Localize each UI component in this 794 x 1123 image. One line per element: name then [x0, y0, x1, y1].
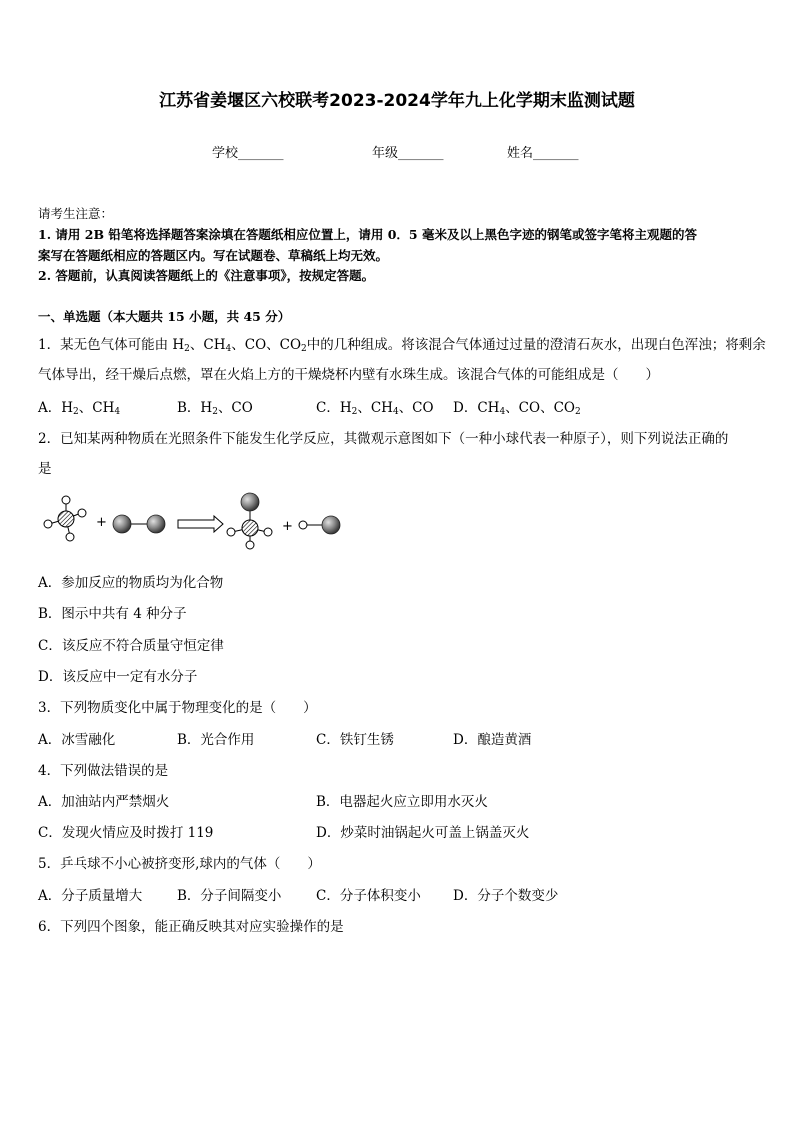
q5-option-c: C．分子体积变小 [316, 888, 421, 904]
q4-option-c: C．发现火情应及时拨打 119 [38, 825, 214, 841]
notice-item-1-line-1: 1. 请用 2B 铅笔将选择题答案涂填在答题纸相应位置上，请用 0．5 毫米及以上黑色字迹的钢笔或签字笔将主观题的答 [38, 227, 697, 242]
notice-item-1-line-2: 案写在答题纸相应的答题区内。写在试题卷、草稿纸上均无效。 [38, 248, 389, 263]
q5-option-d: D．分子个数变少 [453, 888, 559, 904]
q2-stem-line-2: 是 [38, 461, 52, 477]
reaction-diagram [36, 488, 356, 552]
plus-sign-2: + [282, 519, 293, 534]
plus-sign-1: + [96, 515, 107, 530]
notice-heading: 请考生注意： [38, 206, 114, 221]
reaction-arrow [178, 516, 223, 532]
q2-stem-line-1: 2．已知某两种物质在光照条件下能发生化学反应，其微观示意图如下（一种小球代表一种原子），则下列说法正确的 [38, 431, 729, 447]
q5-option-b: B．分子间隔变小 [177, 888, 282, 904]
q1-option-a: A．$H_2$、$CH_4$ [38, 400, 121, 417]
q4-option-a: A．加油站内严禁烟火 [38, 794, 170, 810]
name-field: 姓名_______ [507, 146, 579, 161]
q4-stem: 4．下列做法错误的是 [38, 763, 169, 779]
page-title: 江苏省姜堰区六校联考2023-2024学年九上化学期末监测试题 [159, 91, 635, 111]
q3-option-b: B．光合作用 [177, 732, 255, 748]
product-molecule-2 [299, 516, 340, 534]
q5-stem: 5．乒乓球不小心被挤变形,球内的气体（ ） [38, 856, 321, 872]
q4-option-d: D．炒菜时油锅起火可盖上锅盖灭火 [316, 825, 530, 841]
product-molecule-1 [227, 493, 272, 549]
q3-option-a: A．冰雪融化 [38, 732, 116, 748]
grade-field: 年级_______ [372, 146, 444, 161]
q3-option-d: D．酿造黄酒 [453, 732, 532, 748]
q1-option-c: C．$H_2$、$CH_4$、CO [316, 400, 434, 417]
reactant-molecule-2 [113, 515, 165, 533]
section-heading: 一、单选题（本大题共 15 小题，共 45 分） [38, 309, 291, 324]
q1-stem-line-2: 气体导出，经干燥后点燃，罩在火焰上方的干燥烧杯内壁有水珠生成。该混合气体的可能组成是（ ） [38, 367, 659, 383]
q1-option-b: B．$H_2$、CO [177, 400, 253, 417]
q2-option-d: D．该反应中一定有水分子 [38, 669, 198, 685]
q2-option-b: B．图示中共有 4 种分子 [38, 606, 187, 622]
q3-stem: 3．下列物质变化中属于物理变化的是（ ） [38, 700, 317, 716]
q2-option-c: C．该反应不符合质量守恒定律 [38, 638, 224, 654]
q3-option-c: C．铁钉生锈 [316, 732, 394, 748]
reactant-molecule-1 [44, 496, 86, 541]
school-field: 学校_______ [212, 146, 284, 161]
q5-option-a: A．分子质量增大 [38, 888, 143, 904]
q1-stem-line-1: 1．某无色气体可能由 $H_2$、$CH_4$、CO、$CO_2$中的几种组成。将该混合气体通过过量的澄清石灰水，出现白色浑浊；将剩余 [38, 337, 766, 354]
q2-option-a: A．参加反应的物质均为化合物 [38, 575, 224, 591]
q4-option-b: B．电器起火应立即用水灭火 [316, 794, 488, 810]
notice-item-2: 2. 答题前，认真阅读答题纸上的《注意事项》，按规定答题。 [38, 268, 375, 283]
q6-stem: 6．下列四个图象，能正确反映其对应实验操作的是 [38, 919, 344, 935]
q1-option-d: D．$CH_4$、CO、$CO_2$ [453, 400, 581, 417]
